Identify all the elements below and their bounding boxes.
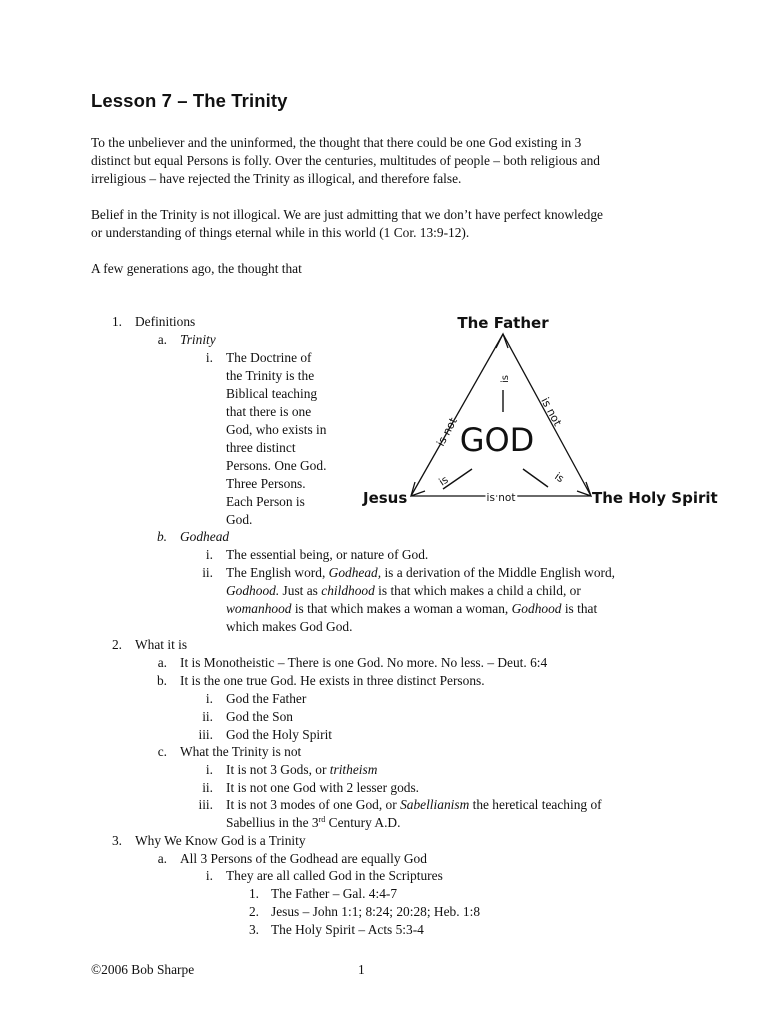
intro-paragraph-1: To the unbeliever and the uninformed, the thought that there could be one God existing in 3 distinct but equal Persons is folly. Over the centuries, multitudes of people – both religious and irreligious – have rejected the Trinity as illogical, and therefore false.	[91, 135, 601, 186]
section-heading-definitions: Definitions	[135, 314, 196, 329]
label-is-not-bottom: is not	[486, 492, 516, 504]
outline-number: 1.	[111, 314, 122, 329]
term-trinity: Trinity	[180, 332, 216, 347]
outline-roman: i.	[205, 350, 213, 365]
outline-letter: b.	[156, 529, 167, 544]
outline-roman: ii.	[202, 565, 213, 580]
copyright: ©2006 Bob Sharpe	[91, 962, 195, 977]
label-god: GOD	[459, 421, 535, 459]
label-is-right: is	[552, 470, 566, 486]
label-jesus: Jesus	[363, 489, 408, 507]
outline-item: It is the one true God. He exists in three distinct Persons.	[180, 673, 485, 688]
outline-letter: a.	[157, 851, 167, 866]
outline-sub-number: 3.	[248, 922, 259, 937]
intro-paragraph-2: Belief in the Trinity is not illogical. We are just admitting that we don’t have perfect knowledge or understanding of things eternal while in this world (1 Cor. 13:9-12).	[91, 207, 604, 240]
outline-roman: ii.	[202, 709, 213, 724]
godhead-definition: The essential being, or nature of God.	[226, 547, 429, 562]
outline-item: All 3 Persons of the Godhead are equally God	[180, 851, 427, 866]
spoke-right	[523, 469, 548, 487]
godhead-etymology: The English word, Godhead, is a derivation of the Middle English word, Godhood. Just as childhood is that which makes a child a child, or womanhood is that which makes a woman a woman, Godhood is that which makes God God.	[226, 565, 616, 634]
outline-item: It is not 3 modes of one God, or Sabellianism the heretical teaching of Sabellius in the 3rd Century A.D.	[226, 797, 602, 830]
outline-item: It is not 3 Gods, or tritheism	[226, 762, 378, 777]
outline-item: It is not one God with 2 lesser gods.	[226, 780, 420, 795]
label-is-top: is	[500, 375, 511, 383]
outline-item: Jesus – John 1:1; 8:24; 20:28; Heb. 1:8	[271, 904, 481, 919]
outline-letter: b.	[156, 673, 167, 688]
outline-roman: i.	[205, 547, 213, 562]
outline-roman: iii.	[198, 797, 213, 812]
term-godhead: Godhead	[180, 529, 230, 544]
outline-roman: i.	[205, 691, 213, 706]
outline-item: It is Monotheistic – There is one God. No more. No less. – Deut. 6:4	[180, 655, 548, 670]
outline-item: They are all called God in the Scriptures	[226, 868, 443, 883]
outline-item: The Holy Spirit – Acts 5:3-4	[271, 922, 424, 937]
label-the-holy-spirit: The Holy Spirit	[592, 489, 718, 507]
page-number: 1	[358, 962, 365, 977]
label-is-left: is	[436, 473, 451, 489]
outline-item: God the Father	[226, 691, 307, 706]
label-is-not-right: is not	[538, 395, 565, 429]
outline-item: God the Holy Spirit	[226, 727, 333, 742]
outline-roman: i.	[205, 868, 213, 883]
outline-item: The Father – Gal. 4:4-7	[271, 886, 398, 901]
outline-sub-number: 2.	[248, 904, 259, 919]
outline-roman: iii.	[198, 727, 213, 742]
outline-number: 2.	[111, 637, 122, 652]
trinity-shield-diagram	[355, 306, 735, 516]
outline-item: What the Trinity is not	[180, 744, 302, 759]
section-heading-why-we-know: Why We Know God is a Trinity	[135, 833, 306, 848]
label-is-not-left: is not	[434, 415, 460, 449]
outline-roman: i.	[205, 762, 213, 777]
outline-letter: a.	[157, 655, 167, 670]
outline-number: 3.	[111, 833, 122, 848]
outline-sub-number: 1.	[248, 886, 259, 901]
page-title: Lesson 7 – The Trinity	[91, 90, 288, 111]
outline-letter: c.	[157, 744, 167, 759]
section-heading-what-it-is: What it is	[135, 637, 188, 652]
outline-item: God the Son	[226, 709, 293, 724]
label-the-father: The Father	[457, 314, 549, 332]
triangle-edge-left	[411, 334, 503, 496]
outline-letter: a.	[157, 332, 167, 347]
intro-paragraph-3: A few generations ago, the thought that	[91, 261, 302, 276]
outline-roman: ii.	[202, 780, 213, 795]
trinity-definition: The Doctrine of the Trinity is the Biblical teaching that there is one God, who exists in three distinct Persons. One God. Three Persons. Each Person is God.	[226, 350, 327, 527]
